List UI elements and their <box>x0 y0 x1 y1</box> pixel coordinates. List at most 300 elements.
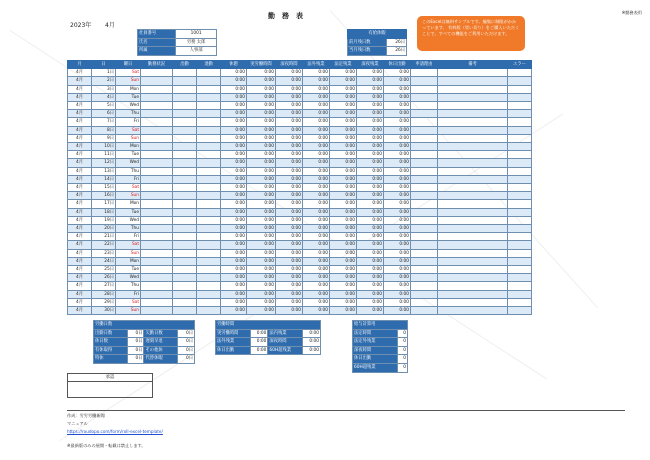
reason-cell[interactable] <box>411 282 438 290</box>
footer-rule <box>67 410 625 411</box>
summary-label: 休日出勤 <box>353 355 398 364</box>
table-row <box>68 159 532 167</box>
error-cell <box>508 298 532 306</box>
error-cell <box>508 69 532 77</box>
clock-out-cell[interactable] <box>197 85 221 93</box>
clock-in-cell[interactable] <box>173 274 197 282</box>
status-cell[interactable] <box>141 159 173 167</box>
reason-cell[interactable] <box>411 102 438 110</box>
reason-cell[interactable] <box>411 85 438 93</box>
time-cell: 0:00 <box>330 126 357 134</box>
time-cell: 0:00 <box>276 159 303 167</box>
memo-cell[interactable] <box>438 290 508 298</box>
employee-row <box>138 47 217 56</box>
clock-out-cell[interactable] <box>197 118 221 126</box>
time-cell: 0:00 <box>303 241 330 249</box>
reason-cell[interactable] <box>411 290 438 298</box>
table-row <box>68 118 532 126</box>
reason-cell[interactable] <box>411 77 438 85</box>
time-cell: 0:00 <box>276 93 303 101</box>
employee-value[interactable]: 1001 <box>176 30 217 39</box>
time-cell: 0:00 <box>247 151 276 159</box>
time-cell: 0:00 <box>357 110 384 118</box>
clock-in-cell[interactable] <box>173 298 197 306</box>
table-row <box>68 290 532 298</box>
time-cell: 0:00 <box>247 184 276 192</box>
status-cell[interactable] <box>141 208 173 216</box>
reason-cell[interactable] <box>411 134 438 142</box>
weekday-cell: Fri <box>116 175 141 183</box>
status-cell[interactable] <box>141 307 173 315</box>
status-cell[interactable] <box>141 257 173 265</box>
status-cell[interactable] <box>141 266 173 274</box>
error-cell <box>508 208 532 216</box>
clock-out-cell[interactable] <box>197 216 221 224</box>
approval-box[interactable] <box>67 373 153 398</box>
status-cell[interactable] <box>141 69 173 77</box>
time-cell: 0:00 <box>221 249 247 257</box>
clock-in-cell[interactable] <box>173 192 197 200</box>
summary-label: 有休取得 <box>94 346 128 355</box>
time-cell: 0:00 <box>276 241 303 249</box>
month-cell: 4月 <box>68 102 92 110</box>
summary-value: 0日 <box>127 329 144 338</box>
clock-in-cell[interactable] <box>173 175 197 183</box>
time-cell: 0:00 <box>330 93 357 101</box>
status-cell[interactable] <box>141 134 173 142</box>
clock-in-cell[interactable] <box>173 266 197 274</box>
day-cell: 15日 <box>92 184 116 192</box>
clock-out-cell[interactable] <box>197 110 221 118</box>
clock-out-cell[interactable] <box>197 134 221 142</box>
time-cell: 0:00 <box>303 200 330 208</box>
table-row <box>68 282 532 290</box>
clock-out-cell[interactable] <box>197 282 221 290</box>
clock-in-cell[interactable] <box>173 77 197 85</box>
clock-in-cell[interactable] <box>173 110 197 118</box>
reason-cell[interactable] <box>411 151 438 159</box>
status-cell[interactable] <box>141 216 173 224</box>
memo-cell[interactable] <box>438 126 508 134</box>
table-row <box>68 200 532 208</box>
status-cell[interactable] <box>141 192 173 200</box>
month-cell: 4月 <box>68 143 92 151</box>
weekday-cell: Tue <box>116 151 141 159</box>
clock-in-cell[interactable] <box>173 307 197 315</box>
table-row <box>68 102 532 110</box>
memo-cell[interactable] <box>438 134 508 142</box>
memo-cell[interactable] <box>438 167 508 175</box>
month-cell: 4月 <box>68 233 92 241</box>
employee-info <box>137 29 217 56</box>
memo-cell[interactable] <box>438 208 508 216</box>
memo-cell[interactable] <box>438 274 508 282</box>
time-cell: 0:00 <box>247 216 276 224</box>
time-cell: 0:00 <box>384 192 411 200</box>
reason-cell[interactable] <box>411 225 438 233</box>
reason-cell[interactable] <box>411 110 438 118</box>
weekday-cell: Sat <box>116 126 141 134</box>
clock-out-cell[interactable] <box>197 307 221 315</box>
time-cell: 0:00 <box>276 85 303 93</box>
clock-in-cell[interactable] <box>173 134 197 142</box>
status-cell[interactable] <box>141 167 173 175</box>
memo-cell[interactable] <box>438 69 508 77</box>
status-cell[interactable] <box>141 200 173 208</box>
clock-in-cell[interactable] <box>173 216 197 224</box>
clock-out-cell[interactable] <box>197 208 221 216</box>
reason-cell[interactable] <box>411 93 438 101</box>
reason-cell[interactable] <box>411 167 438 175</box>
time-cell: 0:00 <box>330 200 357 208</box>
clock-out-cell[interactable] <box>197 77 221 85</box>
clock-in-cell[interactable] <box>173 249 197 257</box>
memo-cell[interactable] <box>438 110 508 118</box>
status-cell[interactable] <box>141 225 173 233</box>
clock-out-cell[interactable] <box>197 298 221 306</box>
clock-out-cell[interactable] <box>197 184 221 192</box>
time-cell: 0:00 <box>357 159 384 167</box>
clock-out-cell[interactable] <box>197 257 221 265</box>
summary-label: 実労働時間 <box>216 329 251 338</box>
memo-cell[interactable] <box>438 216 508 224</box>
error-cell <box>508 192 532 200</box>
time-cell: 0:00 <box>276 249 303 257</box>
reason-cell[interactable] <box>411 216 438 224</box>
clock-out-cell[interactable] <box>197 233 221 241</box>
memo-cell[interactable] <box>438 143 508 151</box>
clock-out-cell[interactable] <box>197 151 221 159</box>
reason-cell[interactable] <box>411 192 438 200</box>
clock-in-cell[interactable] <box>173 85 197 93</box>
summary-label: 特休 <box>94 355 128 364</box>
status-cell[interactable] <box>141 290 173 298</box>
memo-cell[interactable] <box>438 192 508 200</box>
time-cell: 0:00 <box>357 126 384 134</box>
clock-in-cell[interactable] <box>173 200 197 208</box>
memo-cell[interactable] <box>438 225 508 233</box>
summary-row <box>353 329 408 338</box>
memo-cell[interactable] <box>438 282 508 290</box>
time-cell: 0:00 <box>384 134 411 142</box>
reason-cell[interactable] <box>411 159 438 167</box>
summary-label: 遅刻早退 <box>144 338 178 347</box>
employee-label: 所属 <box>138 47 176 56</box>
clock-in-cell[interactable] <box>173 102 197 110</box>
day-cell: 17日 <box>92 200 116 208</box>
time-cell: 0:00 <box>247 208 276 216</box>
reason-cell[interactable] <box>411 200 438 208</box>
reason-cell[interactable] <box>411 274 438 282</box>
clock-out-cell[interactable] <box>197 200 221 208</box>
clock-out-cell[interactable] <box>197 192 221 200</box>
memo-cell[interactable] <box>438 175 508 183</box>
day-cell: 16日 <box>92 192 116 200</box>
status-cell[interactable] <box>141 85 173 93</box>
weekday-cell: Tue <box>116 93 141 101</box>
clock-in-cell[interactable] <box>173 143 197 151</box>
reason-cell[interactable] <box>411 175 438 183</box>
day-cell: 24日 <box>92 257 116 265</box>
status-cell[interactable] <box>141 241 173 249</box>
month-cell: 4月 <box>68 167 92 175</box>
time-cell: 0:00 <box>276 225 303 233</box>
reason-cell[interactable] <box>411 307 438 315</box>
memo-cell[interactable] <box>438 102 508 110</box>
memo-cell[interactable] <box>438 298 508 306</box>
error-cell <box>508 175 532 183</box>
reason-cell[interactable] <box>411 143 438 151</box>
reason-cell[interactable] <box>411 298 438 306</box>
error-cell <box>508 134 532 142</box>
month-cell: 4月 <box>68 298 92 306</box>
status-cell[interactable] <box>141 249 173 257</box>
memo-cell[interactable] <box>438 307 508 315</box>
time-cell: 0:00 <box>330 257 357 265</box>
weekday-cell: Sun <box>116 249 141 257</box>
reason-cell[interactable] <box>411 249 438 257</box>
clock-out-cell[interactable] <box>197 93 221 101</box>
clock-out-cell[interactable] <box>197 102 221 110</box>
employee-value[interactable]: 労務 太郎 <box>176 38 217 47</box>
reason-cell[interactable] <box>411 241 438 249</box>
status-cell[interactable] <box>141 151 173 159</box>
clock-out-cell[interactable] <box>197 167 221 175</box>
summary-label: 60H超残業 <box>353 363 398 372</box>
clock-in-cell[interactable] <box>173 126 197 134</box>
table-row <box>68 110 532 118</box>
time-cell: 0:00 <box>276 233 303 241</box>
time-cell: 0:00 <box>221 225 247 233</box>
time-cell: 0:00 <box>330 192 357 200</box>
day-cell: 12日 <box>92 159 116 167</box>
day-cell: 7日 <box>92 118 116 126</box>
reason-cell[interactable] <box>411 184 438 192</box>
clock-in-cell[interactable] <box>173 93 197 101</box>
time-cell: 0:00 <box>357 233 384 241</box>
paid-leave-row <box>348 47 407 56</box>
summary-value: 0 <box>397 363 407 372</box>
status-cell[interactable] <box>141 184 173 192</box>
month-cell: 4月 <box>68 290 92 298</box>
time-cell: 0:00 <box>221 266 247 274</box>
clock-in-cell[interactable] <box>173 233 197 241</box>
day-cell: 26日 <box>92 274 116 282</box>
status-cell[interactable] <box>141 93 173 101</box>
time-cell: 0:00 <box>247 241 276 249</box>
memo-cell[interactable] <box>438 257 508 265</box>
month-cell: 4月 <box>68 249 92 257</box>
weekday-cell: Thu <box>116 282 141 290</box>
time-cell: 0:00 <box>221 175 247 183</box>
summary-row <box>353 346 408 355</box>
clock-out-cell[interactable] <box>197 241 221 249</box>
time-cell: 0:00 <box>221 298 247 306</box>
memo-cell[interactable] <box>438 151 508 159</box>
error-cell <box>508 126 532 134</box>
time-cell: 0:00 <box>303 298 330 306</box>
clock-in-cell[interactable] <box>173 225 197 233</box>
time-cell: 0:00 <box>330 208 357 216</box>
clock-in-cell[interactable] <box>173 118 197 126</box>
weekday-cell: Thu <box>116 110 141 118</box>
employee-value[interactable]: 人事部 <box>176 47 217 56</box>
table-row <box>68 233 532 241</box>
column-header: 深夜残業 <box>357 61 384 69</box>
memo-cell[interactable] <box>438 266 508 274</box>
time-cell: 0:00 <box>247 233 276 241</box>
table-row <box>68 298 532 306</box>
clock-out-cell[interactable] <box>197 225 221 233</box>
time-cell: 0:00 <box>221 77 247 85</box>
clock-in-cell[interactable] <box>173 208 197 216</box>
summary-label: 深夜時間 <box>268 338 303 347</box>
memo-cell[interactable] <box>438 200 508 208</box>
time-cell: 0:00 <box>221 233 247 241</box>
status-cell[interactable] <box>141 102 173 110</box>
memo-cell[interactable] <box>438 249 508 257</box>
status-cell[interactable] <box>141 110 173 118</box>
clock-in-cell[interactable] <box>173 184 197 192</box>
summary-value: 0:00 <box>250 329 268 338</box>
clock-out-cell[interactable] <box>197 249 221 257</box>
reason-cell[interactable] <box>411 118 438 126</box>
reason-cell[interactable] <box>411 208 438 216</box>
clock-in-cell[interactable] <box>173 151 197 159</box>
time-cell: 0:00 <box>221 192 247 200</box>
time-cell: 0:00 <box>247 93 276 101</box>
paid-leave-value: 26日 <box>386 47 406 56</box>
time-cell: 0:00 <box>384 159 411 167</box>
error-cell <box>508 143 532 151</box>
memo-cell[interactable] <box>438 233 508 241</box>
time-cell: 0:00 <box>303 184 330 192</box>
clock-out-cell[interactable] <box>197 143 221 151</box>
status-cell[interactable] <box>141 126 173 134</box>
table-row <box>68 151 532 159</box>
day-cell: 27日 <box>92 282 116 290</box>
time-cell: 0:00 <box>384 151 411 159</box>
memo-cell[interactable] <box>438 85 508 93</box>
reason-cell[interactable] <box>411 69 438 77</box>
status-cell[interactable] <box>141 274 173 282</box>
day-cell: 13日 <box>92 167 116 175</box>
memo-cell[interactable] <box>438 159 508 167</box>
employee-label: 氏名 <box>138 38 176 47</box>
summary-value: 0 <box>397 355 407 364</box>
error-cell <box>508 118 532 126</box>
employee-label: 社員番号 <box>138 30 176 39</box>
time-cell: 0:00 <box>330 85 357 93</box>
time-cell: 0:00 <box>384 216 411 224</box>
status-cell[interactable] <box>141 175 173 183</box>
summary-label: 代替休暇 <box>144 355 178 364</box>
time-cell: 0:00 <box>247 69 276 77</box>
clock-out-cell[interactable] <box>197 69 221 77</box>
time-cell: 0:00 <box>221 93 247 101</box>
column-header: 実労働時間 <box>247 61 276 69</box>
month-cell: 4月 <box>68 126 92 134</box>
table-row <box>68 208 532 216</box>
reason-cell[interactable] <box>411 257 438 265</box>
memo-cell[interactable] <box>438 184 508 192</box>
time-cell: 0:00 <box>247 159 276 167</box>
time-cell: 0:00 <box>303 167 330 175</box>
memo-cell[interactable] <box>438 77 508 85</box>
time-cell: 0:00 <box>330 134 357 142</box>
time-cell: 0:00 <box>384 282 411 290</box>
table-row <box>68 143 532 151</box>
paid-leave-value: 26日 <box>386 38 406 47</box>
time-cell: 0:00 <box>276 307 303 315</box>
month-cell: 4月 <box>68 208 92 216</box>
time-cell: 0:00 <box>276 167 303 175</box>
time-cell: 0:00 <box>330 290 357 298</box>
weekday-cell: Sat <box>116 184 141 192</box>
reason-cell[interactable] <box>411 126 438 134</box>
reason-cell[interactable] <box>411 266 438 274</box>
time-cell: 0:00 <box>330 151 357 159</box>
time-cell: 0:00 <box>384 257 411 265</box>
clock-out-cell[interactable] <box>197 274 221 282</box>
table-row <box>68 216 532 224</box>
time-cell: 0:00 <box>330 110 357 118</box>
clock-out-cell[interactable] <box>197 290 221 298</box>
weekday-cell: Wed <box>116 274 141 282</box>
month-cell: 4月 <box>68 200 92 208</box>
clock-in-cell[interactable] <box>173 241 197 249</box>
error-cell <box>508 184 532 192</box>
status-cell[interactable] <box>141 143 173 151</box>
summary-value: 0:00 <box>303 338 321 347</box>
time-cell: 0:00 <box>276 143 303 151</box>
time-cell: 0:00 <box>221 216 247 224</box>
time-cell: 0:00 <box>276 192 303 200</box>
time-cell: 0:00 <box>330 77 357 85</box>
time-cell: 0:00 <box>357 208 384 216</box>
clock-out-cell[interactable] <box>197 266 221 274</box>
clock-in-cell[interactable] <box>173 282 197 290</box>
clock-in-cell[interactable] <box>173 69 197 77</box>
status-cell[interactable] <box>141 282 173 290</box>
column-header: 退勤 <box>197 61 221 69</box>
clock-in-cell[interactable] <box>173 257 197 265</box>
memo-cell[interactable] <box>438 118 508 126</box>
time-cell: 0:00 <box>303 93 330 101</box>
status-cell[interactable] <box>141 233 173 241</box>
clock-in-cell[interactable] <box>173 290 197 298</box>
reason-cell[interactable] <box>411 233 438 241</box>
clock-out-cell[interactable] <box>197 175 221 183</box>
time-cell: 0:00 <box>276 200 303 208</box>
clock-out-cell[interactable] <box>197 159 221 167</box>
time-cell: 0:00 <box>357 134 384 142</box>
table-row <box>68 69 532 77</box>
clock-out-cell[interactable] <box>197 126 221 134</box>
status-cell[interactable] <box>141 77 173 85</box>
memo-cell[interactable] <box>438 241 508 249</box>
column-header: 深夜時間 <box>276 61 303 69</box>
status-cell[interactable] <box>141 118 173 126</box>
memo-cell[interactable] <box>438 93 508 101</box>
clock-in-cell[interactable] <box>173 167 197 175</box>
employee-row <box>138 38 217 47</box>
status-cell[interactable] <box>141 298 173 306</box>
footer-link[interactable]: https://roudopo.com/form/roll-excel-template/ <box>67 429 163 434</box>
month-cell: 4月 <box>68 257 92 265</box>
summary-row <box>353 363 408 372</box>
clock-in-cell[interactable] <box>173 159 197 167</box>
